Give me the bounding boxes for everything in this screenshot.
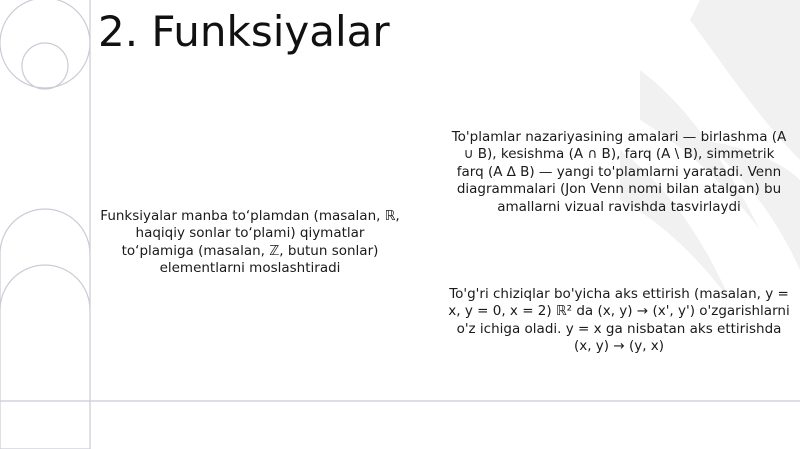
right-paragraph-sets: To'plamlar nazariyasining amalari — birlashma (A ∪ B), kesishma (A ∩ B), farq (A \ B), simmetrik farq (A ∆ B) — yangi to'plamlarni yaratadi. Venn diagrammalari (Jon Venn nomi bilan atalgan) bu amallarni vizual ravishda tasvirlaydi xyxy=(451,129,787,215)
left-paragraph: Funksiyalar manba to‘plamdan (masalan, ℝ, haqiqiy sonlar to‘plami) qiymatlar to‘plamiga (masalan, ℤ, butun sonlar) elementlarni moslashtiradi xyxy=(100,208,400,277)
slide-title: 2. Funksiyalar xyxy=(98,7,390,56)
right-paragraph-reflection: To'g'ri chiziqlar bo'yicha aks ettirish (masalan, y = x, y = 0, x = 2) ℝ² da (x, y) → (x', y') o'zgarishlarni o'z ichiga oladi. y = x ga nisbatan aks ettirishda (x, y) → (y, x) xyxy=(448,286,790,355)
